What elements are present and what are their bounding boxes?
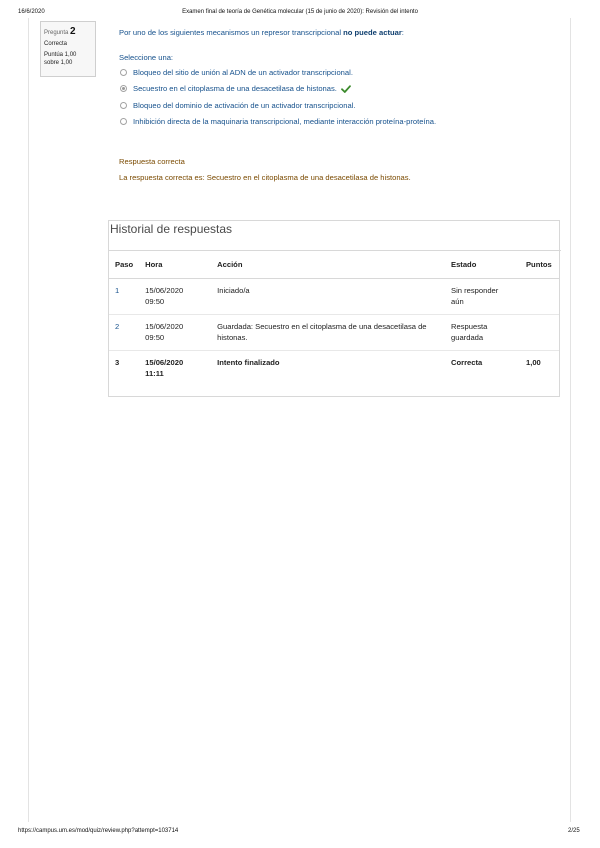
question-text xyxy=(119,28,404,37)
response-history xyxy=(108,220,560,397)
table-row xyxy=(109,314,559,350)
state-line2: aún xyxy=(451,297,464,306)
state-line1: Sin responder xyxy=(451,285,499,295)
time-clock: 11:11 xyxy=(145,369,164,378)
checkmark-icon xyxy=(341,85,351,93)
time-date: 15/06/2020 xyxy=(145,285,184,295)
answer-option-4[interactable] xyxy=(120,114,436,131)
state-line1: Respuesta xyxy=(451,321,488,331)
points-cell xyxy=(520,278,559,314)
question-label: Pregunta xyxy=(44,30,69,36)
column-header-paso: Paso xyxy=(109,251,139,278)
step-link[interactable]: 2 xyxy=(109,314,139,350)
answer-label: Bloqueo del dominio de activación de un activador transcripcional. xyxy=(133,100,356,110)
time-clock: 09:50 xyxy=(145,333,165,342)
answer-option-3[interactable] xyxy=(120,97,436,114)
table-row xyxy=(109,350,559,386)
question-score-line2: sobre 1,00 xyxy=(44,60,73,66)
time-cell xyxy=(139,278,211,314)
step-link[interactable]: 1 xyxy=(109,278,139,314)
action-cell: Guardada: Secuestro en el citoplasma de una desacetilasa de histonas. xyxy=(211,314,445,350)
step-number: 3 xyxy=(115,357,120,367)
print-title: Examen final de teoría de Genética molecular (15 de junio de 2020): Revisión del intento xyxy=(182,9,418,15)
print-url: https://campus.um.es/mod/quiz/review.php?attempt=103714 xyxy=(18,828,179,834)
question-number-line xyxy=(44,26,92,39)
answer-option-2[interactable] xyxy=(120,81,436,98)
feedback-correct-answer: La respuesta correcta es: Secuestro en el citoplasma de una desacetilasa de histonas. xyxy=(119,173,411,182)
action-cell: Iniciado/a xyxy=(211,278,445,314)
radio-button-selected[interactable] xyxy=(120,85,127,92)
question-number: 2 xyxy=(70,26,76,37)
history-table xyxy=(109,251,559,386)
radio-button[interactable] xyxy=(120,69,127,76)
action-cell: Intento finalizado xyxy=(217,357,280,367)
table-header-row xyxy=(109,251,559,278)
column-header-estado: Estado xyxy=(445,251,520,278)
question-score-line1: Puntúa 1,00 xyxy=(44,52,77,58)
column-header-hora: Hora xyxy=(139,251,211,278)
answer-option-1[interactable] xyxy=(120,64,436,81)
time-date: 15/06/2020 xyxy=(145,321,184,331)
page-frame-right xyxy=(570,18,571,822)
question-text-bold: no puede actuar xyxy=(343,28,402,37)
state-cell xyxy=(445,278,520,314)
time-cell xyxy=(139,314,211,350)
answer-label: Secuestro en el citoplasma de una desacetilasa de histonas. xyxy=(133,84,337,94)
radio-button[interactable] xyxy=(120,118,127,125)
select-prompt: Seleccione una: xyxy=(119,53,174,62)
question-info-box xyxy=(40,21,96,77)
answer-options xyxy=(120,64,436,130)
print-date: 16/6/2020 xyxy=(18,9,45,15)
radio-button[interactable] xyxy=(120,102,127,109)
question-text-after: : xyxy=(401,28,404,37)
time-clock: 09:50 xyxy=(145,297,165,306)
time-cell xyxy=(139,350,211,386)
time-date: 15/06/2020 xyxy=(145,357,184,367)
feedback-result: Respuesta correcta xyxy=(119,157,185,166)
question-status: Correcta xyxy=(44,41,68,47)
column-header-accion: Acción xyxy=(211,251,445,278)
history-title: Historial de respuestas xyxy=(109,221,561,251)
answer-label: Bloqueo del sitio de unión al ADN de un activador transcripcional. xyxy=(133,67,353,77)
points-cell: 1,00 xyxy=(525,357,541,367)
state-cell xyxy=(445,350,520,386)
table-row xyxy=(109,278,559,314)
state-line1: Correcta xyxy=(451,357,483,367)
print-header xyxy=(0,9,600,21)
points-cell xyxy=(520,314,559,350)
page-number: 2/25 xyxy=(568,828,580,834)
page-frame-left xyxy=(28,18,29,822)
feedback-box xyxy=(119,154,411,186)
state-line2: guardada xyxy=(451,333,484,342)
column-header-puntos: Puntos xyxy=(520,251,559,278)
question-text-before: Por uno de los siguientes mecanismos un represor transcripcional xyxy=(119,28,344,37)
state-cell xyxy=(445,314,520,350)
answer-label: Inhibición directa de la maquinaria transcripcional, mediante interacción proteína-proteína. xyxy=(133,117,437,127)
